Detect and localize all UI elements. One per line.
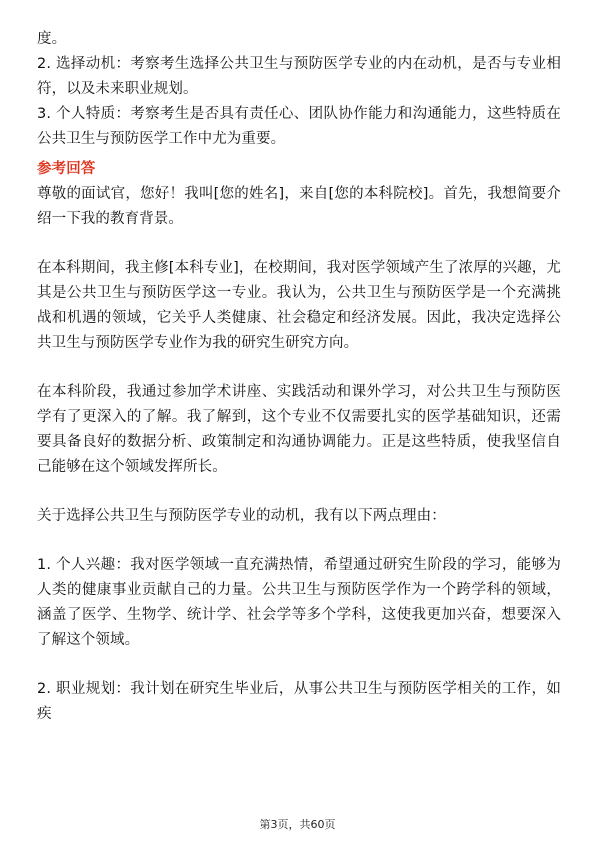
- paragraph-gap: [37, 529, 561, 553]
- paragraph-gap: [37, 232, 561, 256]
- page-number-footer: 第3页，共60页: [259, 818, 336, 831]
- paragraph-study: 在本科阶段，我通过参加学术讲座、实践活动和课外学习，对公共卫生与预防医学有了更深入的了解。我了解到，这个专业不仅需要扎实的医学基础知识，还需要具备良好的数据分析、政策制定和沟通协调能力。正是这些特质，使我坚信自己能够在这个领域发挥所长。: [37, 384, 561, 475]
- answer-heading: 参考回答: [37, 161, 96, 177]
- reason-career: 2. 职业规划：我计划在研究生毕业后，从事公共卫生与预防医学相关的工作，如疾: [37, 681, 561, 722]
- paragraph-gap: [37, 653, 561, 677]
- paragraph-major: 在本科期间，我主修[本科专业]，在校期间，我对医学领域产生了浓厚的兴趣，尤其是公共卫生与预防医学这一专业。我认为，公共卫生与预防医学是一个充满挑战和机遇的领域，它关乎人类健康、社会稳定和经济发展。因此，我决定选择公共卫生与预防医学专业作为我的研究生研究方向。: [37, 260, 561, 351]
- paragraph-gap: [37, 480, 561, 504]
- criterion-personal-traits: 3. 个人特质：考察考生是否具有责任心、团队协作能力和沟通能力，这些特质在公共卫生与预防医学工作中尤为重要。: [37, 106, 561, 147]
- criterion-motivation: 2. 选择动机：考察考生选择公共卫生与预防医学专业的内在动机，是否与专业相符，以及未来职业规划。: [37, 56, 561, 97]
- paragraph-gap: [37, 356, 561, 380]
- paragraph-continuation: 度。: [37, 31, 67, 47]
- document-body: [37, 27, 561, 727]
- reason-interest: 1. 个人兴趣：我对医学领域一直充满热情，希望通过研究生阶段的学习，能够为人类的健康事业贡献自己的力量。公共卫生与预防医学作为一个跨学科的领域，涵盖了医学、生物学、统计学、社会学等多个学科，这使我更加兴奋，想要深入了解这个领域。: [37, 557, 561, 648]
- paragraph-motive: 关于选择公共卫生与预防医学专业的动机，我有以下两点理由：: [37, 508, 446, 524]
- paragraph-intro: 尊敬的面试官，您好！我叫[您的姓名]，来自[您的本科院校]。首先，我想简要介绍一下我的教育背景。: [37, 186, 561, 227]
